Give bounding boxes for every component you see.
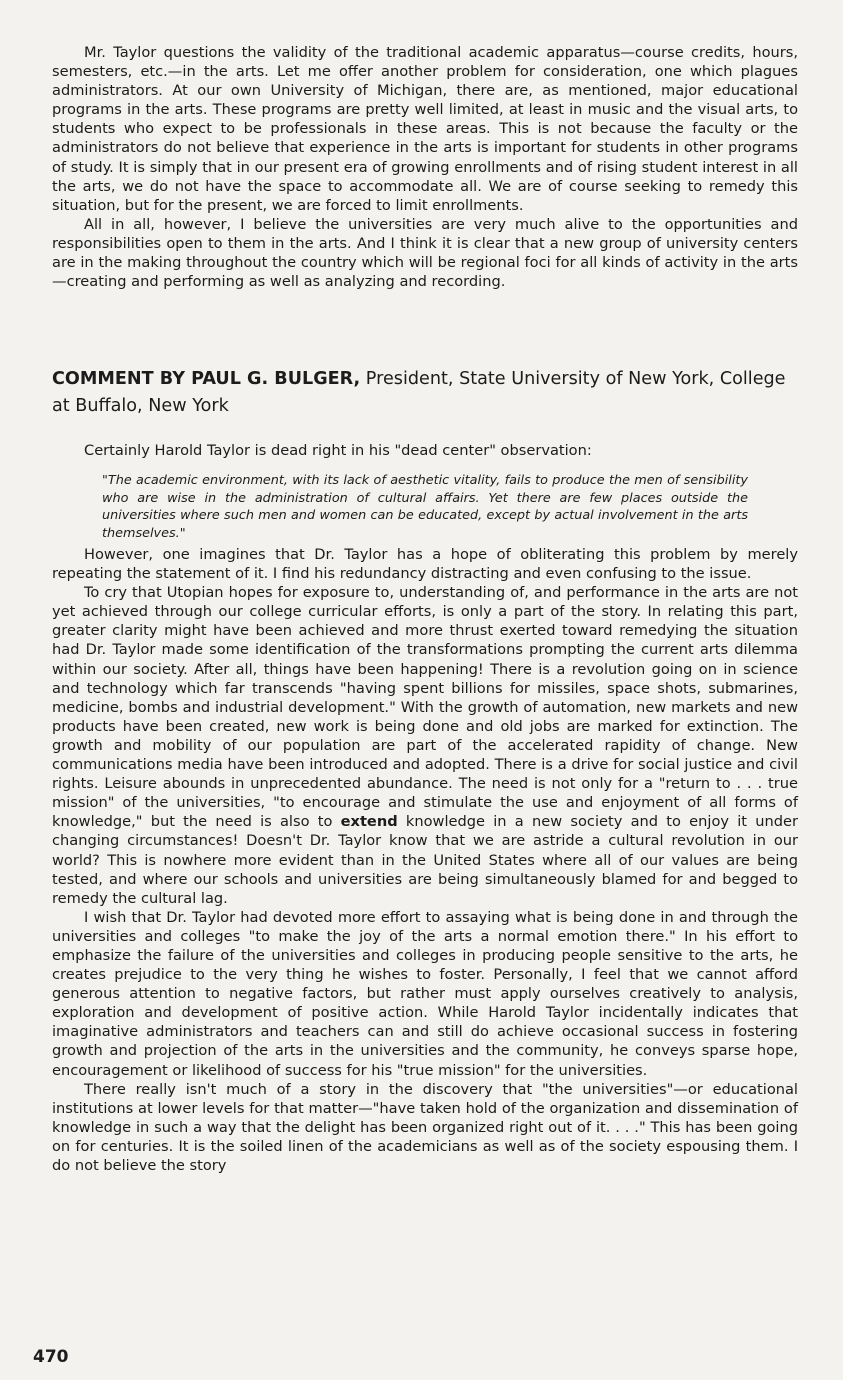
paragraph-all-in-all: All in all, however, I believe the universities are very much alive to the opportunities and responsibilities open to them in the arts. And I think it is clear that a new group of university centers are in the making throughout the country which will be regional foci for all kinds of activity in the arts—creating and performing as well as analyzing and recording. [52,215,798,291]
opening-section [52,43,798,291]
p2-after: knowledge in a new society and to enjoy it under changing circumstances! Doesn't Dr. Taylor know that we are astride a cultural revolution in our world? This is nowhere more evident than in the United States where all of our values are being tested, and where our schools and universities are being simultaneously blamed for and begged to remedy the cultural lag. [52,813,799,907]
paragraph-i-wish: I wish that Dr. Taylor had devoted more effort to assaying what is being done in and through the universities and colleges "to make the joy of the arts a normal emotion there." In his effort to emphasize the failure of the universities and colleges in producing people sensitive to the arts, he creates prejudice to the very thing he wishes to foster. Personally, I feel that we cannot afford generous attention to negative factors, but rather must apply ourselves creatively to analysis, exploration and development of positive action. While Harold Taylor incidentally indicates that imaginative administrators and teachers can and still do achieve occasional success in fostering growth and projection of the arts in the universities and the community, he conveys sparse hope, encouragement or likelihood of success for his "true mission" for the universities. [52,908,798,1079]
paragraph-taylor-questions: Mr. Taylor questions the validity of the traditional academic apparatus—course credits, hours, semesters, etc.—in the arts. Let me offer another problem for consideration, one which plagues administrators. At our own University of Michigan, there are, as mentioned, major educational programs in the arts. These programs are pretty well limited, at least in music and the visual arts, to students who expect to be professionals in these areas. This is not because the faculty or the administrators do not believe that experience in the arts is important for students in other programs of study. It is simply that in our present era of growing enrollments and of rising student interest in all the arts, we do not have the space to accommodate all. We are of course seeking to remedy this situation, but for the present, we are forced to limit enrollments. [52,44,798,214]
paragraph-however: However, one imagines that Dr. Taylor has a hope of obliterating this problem by merely repeating the statement of it. I find his redundancy distracting and even confusing to the issue. [52,546,798,583]
block-quote: "The academic environment, with its lack of aesthetic vitality, fails to produce the men of sensibility who are wise in the administration of cultural affairs. Yet there are few places outside the universities where such men and women can be educated, except by actual involvement in the arts themselves." [102,473,748,541]
paragraph-utopian-hopes [52,583,798,908]
comment-author: COMMENT BY PAUL G. BULGER, [52,369,361,389]
p2-bold-word: extend [340,813,398,831]
comment-heading [52,366,798,419]
paragraph-no-story: There really isn't much of a story in the discovery that "the universities"—or educational institutions at lower levels for that matter—"have taken hold of the organization and dissemination of knowledge in such a way that the delight has been organized right out of it. . . ." This has been going on for centuries. It is the soiled linen of the academicians as well as of the society espousing them. I do not believe the story [52,1080,798,1174]
p2-before: To cry that Utopian hopes for exposure to, understanding of, and performance in the arts are not yet achieved through our college curricular efforts, is only a part of the story. In relating this part, greater clarity might have been achieved and more thrust exerted toward remedying the situation had Dr. Taylor made some identification of the transformations prompting the current arts dilemma within our society. After all, things have been happening! There is a revolution going on in science and technology which far transcends "having spent billions for missiles, space shots, submarines, medicine, bombs and industrial development." With the growth of automation, new markets and new products have been created, new work is being done and old jobs are marked for extinction. The growth and mobility of our population are part of the accelerated rapidity of change. New communications media have been introduced and adopted. There is a drive for social justice and civil rights. Leisure abounds in unprecedented abundance. The need is not only for a "return to . . . true mission" of the universities, "to encourage and stimulate the use and enjoyment of all forms of knowledge," but the need is also to [52,584,798,831]
comment-intro-block [52,441,798,460]
paragraph-intro: Certainly Harold Taylor is dead right in his "dead center" observation: [84,442,592,459]
page-number: 470 [33,1347,69,1367]
comment-body [52,545,798,1175]
comment-affiliation: President, State University of New York, College at Buffalo, New York [52,369,786,416]
